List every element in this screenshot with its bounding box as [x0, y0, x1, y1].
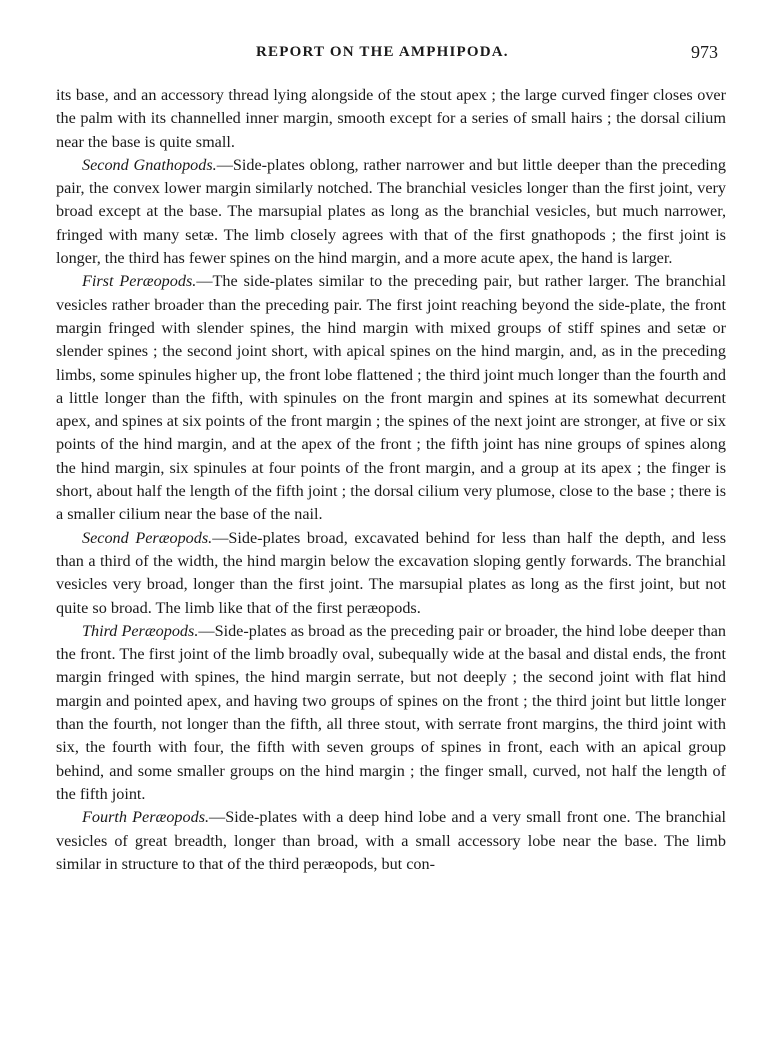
paragraph-third-peraeopods: [56, 620, 726, 806]
paragraph-text: —Side-plates with a deep hind lobe and a very small front one. The branchial vesicles of great breadth, longer than broad, with a small accessory lobe near the base. The limb similar in structure to that of the third peræopods, but con-: [56, 808, 727, 873]
paragraph-text: —Side-plates oblong, rather narrower and but little deeper than the preceding pair, the convex lower margin similarly notched. The branchial vesicles longer than the first joint, very broad except at the base. The marsupial plates as long as the branchial vesicles, but much narrower, fringed with many setæ. The limb closely agrees with that of the first gnathopods ; the first joint is longer, the third has fewer spines on the hind margin, and a more acute apex, the hand is larger.: [56, 155, 726, 268]
paragraph-heading: Fourth Peræopods.: [82, 808, 210, 827]
running-header: [0, 44, 776, 68]
paragraph-text: —Side-plates as broad as the preceding pair or broader, the hind lobe deeper than the front. The first joint of the limb broadly oval, subequally wide at the basal and distal ends, the front margin fringed with spines, the hind margin serrate, but not deeply ; the second joint with flat hind margin and pointed apex, and having two groups of spines on the front ; the third joint but little longer than the fourth, not longer than the fifth, all three stout, with serrate front margins, the third joint with six, the fourth with four, the fifth with seven groups of spines in front, each with an apical group behind, and some smaller groups on the hind margin ; the finger small, curved, not half the length of the fifth joint.: [56, 621, 726, 803]
paragraph-fourth-peraeopods: [56, 806, 726, 876]
body-text: [56, 84, 726, 876]
paragraph-text: its base, and an accessory thread lying alongside of the stout apex ; the large curved finger closes over the palm with its channelled inner margin, smooth except for a series of small hairs ; the dorsal cilium near the base is quite small.: [56, 86, 726, 151]
paragraph-text: —Side-plates broad, excavated behind for less than half the depth, and less than a third of the width, the hind margin below the excavation sloping gently forwards. The branchial vesicles very broad, longer than the first joint. The marsupial plates as long as the first joint, but not quite so broad. The limb like that of the first peræopods.: [56, 528, 726, 617]
paragraph-heading: Second Peræopods.: [82, 528, 213, 547]
paragraph-second-gnathopods: [56, 154, 726, 270]
header-title: REPORT ON THE AMPHIPODA.: [256, 44, 509, 60]
paragraph-heading: Second Gnathopods.: [82, 155, 217, 174]
paragraph-text: —The side-plates similar to the preceding pair, but rather larger. The branchial vesicles rather broader than the preceding pair. The first joint reaching beyond the side-plate, the front margin fringed with slender spines, the hind margin with mixed groups of stiff spines and setæ or slender spines ; the second joint short, with apical spines on the hind margin, and, as in the preceding limbs, some spinules higher up, the front lobe flattened ; the third joint much longer than the fourth and a little longer than the fifth, with spinules on the front margin and spines at its somewhat decurrent apex, and spines at six points of the front margin ; the spines of the next joint are stronger, at five or six points of the hind margin, and at the apex of the front ; the fifth joint has nine groups of spines along the hind margin, six spinules at four points of the front margin, and a group at its apex ; the finger is short, about half the length of the fifth joint ; the dorsal cilium very plumose, close to the base ; there is a smaller cilium near the base of the nail.: [56, 272, 726, 524]
page-number: 973: [691, 42, 718, 62]
paragraph-first-peraeopods: [56, 270, 726, 526]
paragraph-second-peraeopods: [56, 527, 726, 620]
paragraph-continuation: [56, 84, 726, 154]
paragraph-heading: Third Peræopods.: [82, 621, 199, 640]
paragraph-heading: First Peræopods.: [82, 272, 197, 291]
